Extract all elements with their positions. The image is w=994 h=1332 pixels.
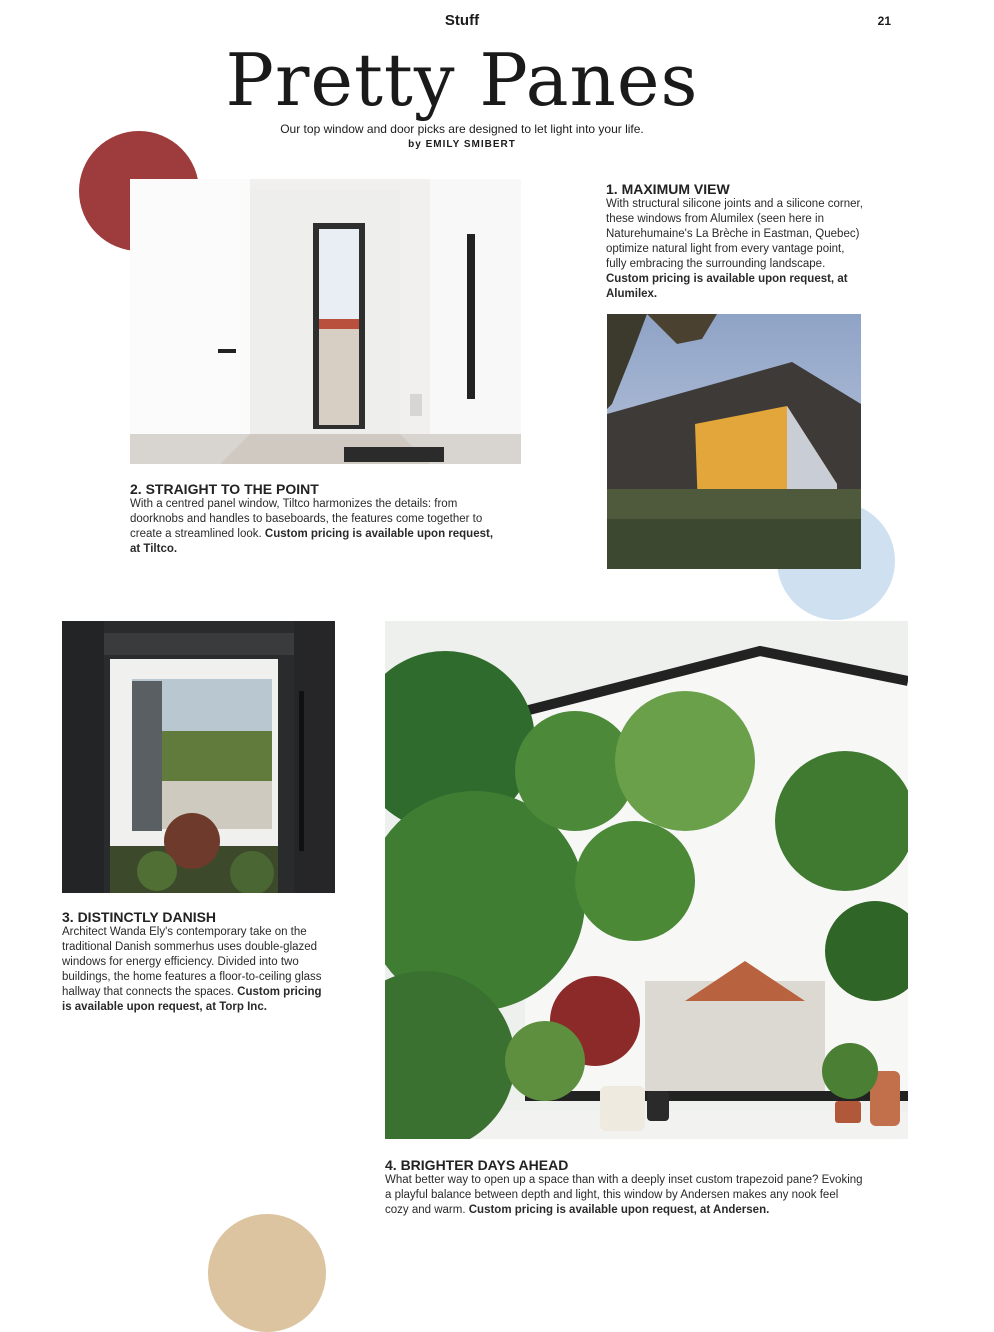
caption-brighter-days-ahead [385,1157,865,1218]
caption-heading: 4. BRIGHTER DAYS AHEAD [385,1157,569,1173]
photo-tiltco-hallway [130,179,521,464]
caption-maximum-view [606,181,868,302]
caption-text: What better way to open up a space than with a deeply inset custom trapezoid pane? Evoking a playful balance between depth and light, this window by Andersen makes any nook feel cozy and warm. [385,1174,863,1216]
photo-alumilex-cabin [607,314,861,569]
byline: by EMILY SMIBERT [408,139,516,150]
caption-text: With a centred panel window, Tiltco harmonizes the details: from doorknobs and handles to baseboards, the features come together to create a streamlined look. [130,498,483,540]
caption-heading: 2. STRAIGHT TO THE POINT [130,481,319,497]
caption-distinctly-danish [62,909,330,1015]
section-label: Stuff [444,12,480,29]
caption-pricing: Custom pricing is available upon request, at Andersen. [468,1204,770,1216]
caption-straight-to-the-point [130,481,504,557]
caption-body [385,1173,865,1218]
photo-danish-hallway [62,621,335,893]
caption-body [62,925,330,1015]
caption-pricing: Custom pricing is available upon request, at Alumilex. [606,273,848,300]
caption-body [606,197,868,302]
photo-andersen-plants [385,621,908,1139]
page-number: 21 [877,14,891,28]
caption-pricing: Custom pricing is available upon request, at Tiltco. [130,528,494,555]
caption-body [130,497,504,557]
caption-text: Architect Wanda Ely's contemporary take on the traditional Danish sommerhus uses double-glazed windows for energy efficiency. Divided into two buildings, the home features a floor-to-ceiling glass hallway that connects the spaces. [62,926,322,998]
caption-heading: 3. DISTINCTLY DANISH [62,909,217,925]
caption-pricing: Custom pricing is available upon request, at Torp Inc. [62,986,322,1013]
article-dek: Our top window and door picks are designed to let light into your life. [280,122,644,136]
caption-heading: 1. MAXIMUM VIEW [606,181,730,197]
caption-text: With structural silicone joints and a silicone corner, these windows from Alumilex (seen here in Naturehumaine's La Brèche in Eastman, Quebec) optimize natural light from every vantage point, fully embracing the surrounding landscape. [606,198,863,270]
decorative-tan-circle [208,1214,326,1332]
article-title: Pretty Panes [225,38,699,122]
